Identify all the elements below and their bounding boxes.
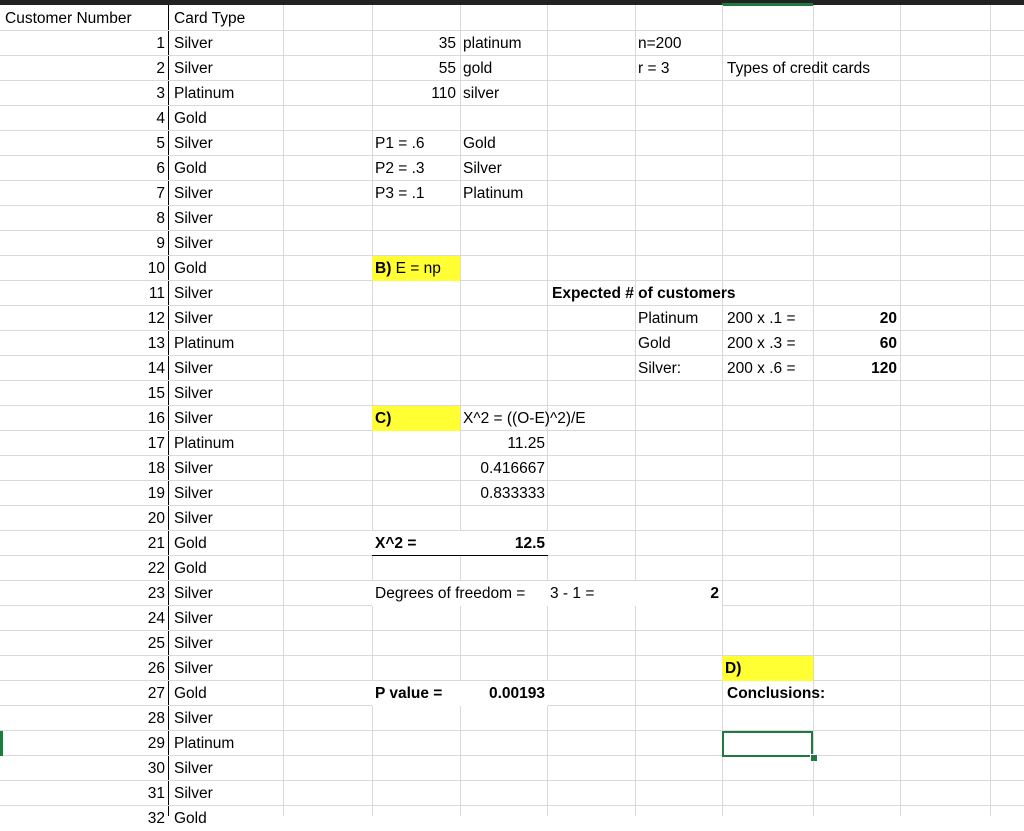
customer-number-cell[interactable]: 28 bbox=[147, 710, 165, 727]
header-customer-number[interactable]: Customer Number bbox=[5, 10, 132, 27]
chi-total-label[interactable]: X^2 = bbox=[372, 531, 460, 556]
chi-total-value[interactable]: 12.5 bbox=[460, 531, 548, 556]
column-gridline bbox=[635, 5, 636, 816]
prob-p2-label[interactable]: Silver bbox=[463, 160, 502, 177]
count-platinum-value[interactable]: 35 bbox=[438, 35, 456, 52]
customer-number-cell[interactable]: 18 bbox=[147, 460, 165, 477]
customer-number-cell[interactable]: 20 bbox=[147, 510, 165, 527]
param-n[interactable]: n=200 bbox=[638, 35, 682, 52]
count-gold-value[interactable]: 55 bbox=[438, 60, 456, 77]
card-type-cell[interactable]: Silver bbox=[174, 510, 213, 527]
card-type-cell[interactable]: Platinum bbox=[174, 335, 235, 352]
expected-gold-name[interactable]: Gold bbox=[638, 335, 671, 352]
customer-number-cell[interactable]: 29 bbox=[147, 735, 165, 752]
column-header-bar bbox=[0, 0, 1024, 5]
types-of-credit-cards[interactable]: Types of credit cards bbox=[727, 60, 871, 77]
part-b-cell[interactable] bbox=[372, 256, 460, 281]
card-type-cell[interactable]: Silver bbox=[174, 660, 213, 677]
customer-number-cell[interactable]: 8 bbox=[156, 210, 165, 227]
card-type-cell[interactable]: Silver bbox=[174, 710, 213, 727]
customer-number-cell[interactable]: 16 bbox=[147, 410, 165, 427]
customer-number-cell[interactable]: 25 bbox=[147, 635, 165, 652]
dof-value[interactable]: 2 bbox=[710, 585, 719, 602]
card-type-cell[interactable]: Silver bbox=[174, 35, 213, 52]
column-gridline bbox=[900, 5, 901, 816]
expected-gold-calc[interactable]: 200 x .3 = bbox=[727, 335, 796, 352]
expected-silver-result[interactable]: 120 bbox=[871, 360, 897, 377]
customer-number-cell[interactable]: 15 bbox=[147, 385, 165, 402]
expected-platinum-result[interactable]: 20 bbox=[879, 310, 897, 327]
chi-square-formula[interactable]: X^2 = ((O-E)^2)/E bbox=[463, 410, 586, 427]
chi-component-2[interactable]: 0.416667 bbox=[480, 460, 545, 477]
pvalue-value[interactable]: 0.00193 bbox=[488, 685, 545, 702]
customer-number-cell[interactable]: 22 bbox=[147, 560, 165, 577]
card-type-cell[interactable]: Platinum bbox=[174, 85, 235, 102]
expected-silver-name[interactable]: Silver: bbox=[638, 360, 682, 377]
customer-number-cell[interactable]: 32 bbox=[147, 810, 165, 827]
customer-number-cell[interactable]: 2 bbox=[156, 60, 165, 77]
customer-number-cell[interactable]: 5 bbox=[156, 135, 165, 152]
card-type-cell[interactable]: Silver bbox=[174, 285, 213, 302]
card-type-cell[interactable]: Silver bbox=[174, 585, 213, 602]
expected-platinum-calc[interactable]: 200 x .1 = bbox=[727, 310, 796, 327]
expected-silver-calc[interactable]: 200 x .6 = bbox=[727, 360, 796, 377]
dof-label[interactable]: Degrees of freedom = bbox=[375, 585, 526, 602]
card-type-cell[interactable]: Silver bbox=[174, 485, 213, 502]
card-type-cell[interactable]: Gold bbox=[174, 110, 207, 127]
count-gold-label[interactable]: gold bbox=[463, 60, 493, 77]
prob-p3[interactable]: P3 = .1 bbox=[375, 185, 425, 202]
card-type-cell[interactable]: Gold bbox=[174, 560, 207, 577]
card-type-cell[interactable]: Platinum bbox=[174, 735, 235, 752]
active-cell-selection[interactable] bbox=[722, 731, 813, 757]
card-type-cell[interactable]: Silver bbox=[174, 760, 213, 777]
count-silver-value[interactable]: 110 bbox=[431, 85, 456, 102]
customer-number-cell[interactable]: 24 bbox=[147, 610, 165, 627]
card-type-cell[interactable]: Gold bbox=[174, 810, 207, 827]
dof-calc[interactable]: 3 - 1 = bbox=[550, 585, 595, 602]
expected-platinum-name[interactable]: Platinum bbox=[638, 310, 699, 327]
customer-number-cell[interactable]: 26 bbox=[147, 660, 165, 677]
part-b-label: B) bbox=[375, 260, 392, 277]
customer-number-cell[interactable]: 17 bbox=[147, 435, 165, 452]
card-type-cell[interactable]: Silver bbox=[174, 460, 213, 477]
card-type-cell[interactable]: Silver bbox=[174, 410, 213, 427]
chi-component-1[interactable]: 11.25 bbox=[507, 435, 545, 452]
prob-p3-label[interactable]: Platinum bbox=[463, 185, 524, 202]
customer-number-cell[interactable]: 27 bbox=[147, 685, 165, 702]
count-silver-label[interactable]: silver bbox=[463, 85, 500, 102]
customer-number-cell[interactable]: 30 bbox=[147, 760, 165, 777]
customer-number-cell[interactable]: 10 bbox=[147, 260, 165, 277]
fill-handle[interactable] bbox=[810, 754, 818, 762]
prob-p1[interactable]: P1 = .6 bbox=[375, 135, 425, 152]
customer-number-cell[interactable]: 9 bbox=[156, 235, 165, 252]
selected-column-indicator bbox=[722, 3, 813, 6]
column-gridline bbox=[722, 5, 723, 816]
card-type-cell[interactable]: Gold bbox=[174, 535, 207, 552]
column-gridline bbox=[168, 5, 169, 816]
card-type-cell[interactable]: Platinum bbox=[174, 435, 235, 452]
customer-number-cell[interactable]: 4 bbox=[156, 110, 165, 127]
expected-gold-result[interactable]: 60 bbox=[879, 335, 897, 352]
count-platinum-label[interactable]: platinum bbox=[463, 35, 522, 52]
card-type-cell[interactable]: Silver bbox=[174, 310, 213, 327]
customer-number-cell[interactable]: 13 bbox=[147, 335, 165, 352]
card-type-cell[interactable]: Gold bbox=[174, 160, 207, 177]
card-type-cell[interactable]: Silver bbox=[174, 185, 213, 202]
customer-number-cell[interactable]: 21 bbox=[147, 535, 165, 552]
customer-number-cell[interactable]: 1 bbox=[156, 35, 165, 52]
customer-number-cell[interactable]: 3 bbox=[156, 85, 165, 102]
card-type-cell[interactable]: Silver bbox=[174, 785, 213, 802]
card-type-cell[interactable]: Silver bbox=[174, 60, 213, 77]
card-type-cell[interactable]: Silver bbox=[174, 635, 213, 652]
customer-number-cell[interactable]: 11 bbox=[148, 285, 165, 302]
selected-row-indicator bbox=[0, 731, 3, 756]
customer-number-cell[interactable]: 12 bbox=[147, 310, 165, 327]
card-type-cell[interactable]: Gold bbox=[174, 260, 207, 277]
header-card-type[interactable]: Card Type bbox=[174, 10, 246, 27]
expected-title[interactable]: Expected # of customers bbox=[552, 285, 736, 302]
card-type-cell[interactable]: Silver bbox=[174, 385, 213, 402]
customer-number-cell[interactable]: 31 bbox=[147, 785, 165, 802]
prob-p2[interactable]: P2 = .3 bbox=[375, 160, 425, 177]
pvalue-label[interactable]: P value = bbox=[375, 685, 443, 702]
customer-number-cell[interactable]: 19 bbox=[147, 485, 165, 502]
prob-p1-label[interactable]: Gold bbox=[463, 135, 496, 152]
card-type-cell[interactable]: Silver bbox=[174, 135, 213, 152]
card-type-cell[interactable]: Gold bbox=[174, 685, 207, 702]
card-type-cell[interactable]: Silver bbox=[174, 610, 213, 627]
card-type-cell[interactable]: Silver bbox=[174, 360, 213, 377]
card-type-cell[interactable]: Silver bbox=[174, 235, 213, 252]
chi-component-3[interactable]: 0.833333 bbox=[480, 485, 545, 502]
conclusions-label[interactable]: Conclusions: bbox=[727, 685, 826, 702]
card-type-cell[interactable]: Silver bbox=[174, 210, 213, 227]
column-gridline bbox=[990, 5, 991, 816]
param-r[interactable]: r = 3 bbox=[638, 60, 670, 77]
customer-number-cell[interactable]: 14 bbox=[147, 360, 165, 377]
customer-number-cell[interactable]: 23 bbox=[147, 585, 165, 602]
column-gridline bbox=[283, 5, 284, 816]
part-c-label[interactable]: C) bbox=[372, 406, 460, 431]
part-b-formula: E = np bbox=[391, 260, 441, 277]
part-d-label[interactable]: D) bbox=[722, 656, 813, 681]
customer-number-cell[interactable]: 7 bbox=[156, 185, 165, 202]
customer-number-cell[interactable]: 6 bbox=[156, 160, 165, 177]
